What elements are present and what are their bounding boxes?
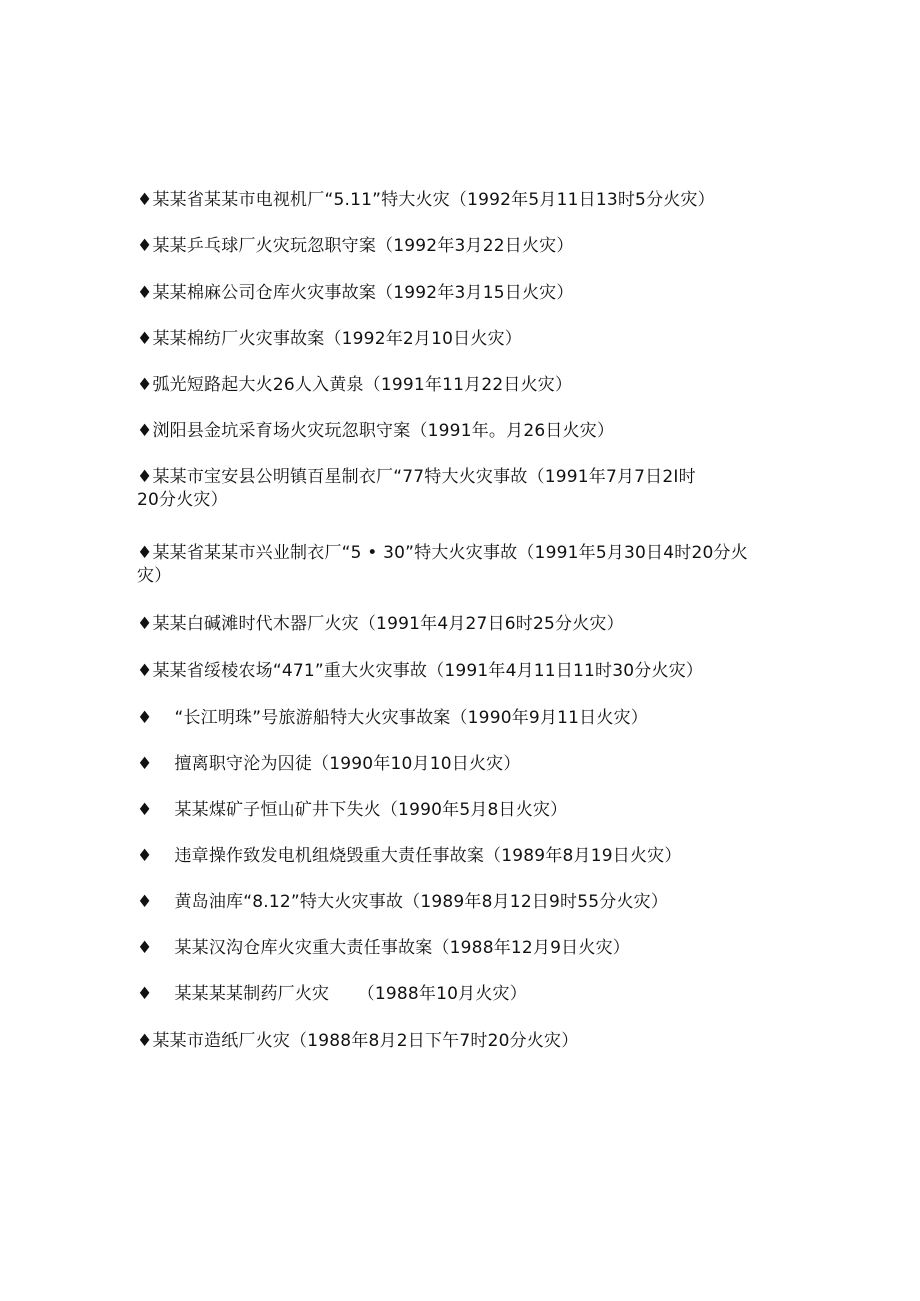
diamond-bullet-icon: ♦ — [137, 754, 153, 774]
entry-text: 某某棉麻公司仓库火灾事故案（1992年3月15日火灾） — [152, 283, 574, 303]
entry-text: 某某某某制药厂火灾 （1988年10月火灾） — [174, 984, 527, 1004]
diamond-bullet-icon: ♦ — [137, 614, 153, 634]
entry-text: 弧光短路起大火26人入黄泉（1991年11月22日火灾） — [152, 375, 573, 395]
diamond-bullet-icon: ♦ — [137, 375, 153, 395]
diamond-bullet-icon: ♦ — [137, 467, 153, 487]
list-item — [137, 753, 521, 776]
entry-text: 某某省绥棱农场“471”重大火灾事故（1991年4月11日11时30分火灾） — [152, 661, 704, 681]
list-item — [137, 891, 668, 914]
entry-text: 某某煤矿子恒山矿井下失火（1990年5月8日火灾） — [174, 800, 568, 820]
list-item — [137, 420, 614, 443]
entry-text: 某某省某某市电视机厂“5.11”特大火灾（1992年5月11日13时5分火灾） — [152, 190, 715, 210]
entry-text: 某某乒乓球厂火灾玩忽职守案（1992年3月22日火灾） — [152, 236, 574, 256]
list-item — [137, 660, 703, 683]
diamond-bullet-icon: ♦ — [137, 892, 153, 912]
list-item — [137, 328, 522, 351]
list-item — [137, 1030, 578, 1053]
diamond-bullet-icon: ♦ — [137, 543, 153, 563]
entry-text: 浏阳县金坑采育场火灾玩忽职守案（1991年。月26日火灾） — [152, 421, 615, 441]
diamond-bullet-icon: ♦ — [137, 421, 153, 441]
list-item — [137, 983, 527, 1006]
list-item — [137, 235, 574, 258]
diamond-bullet-icon: ♦ — [137, 708, 153, 728]
list-item — [137, 937, 630, 960]
entry-text: 某某棉纺厂火灾事故案（1992年2月10日火灾） — [152, 329, 522, 349]
entry-text: 某某白碱滩时代木器厂火灾（1991年4月27日6时25分火灾） — [152, 614, 624, 634]
diamond-bullet-icon: ♦ — [137, 938, 153, 958]
list-item — [137, 542, 748, 588]
entry-text: 违章操作致发电机组烧毁重大责任事故案（1989年8月19日火灾） — [174, 846, 682, 866]
list-item — [137, 845, 682, 868]
diamond-bullet-icon: ♦ — [137, 1031, 153, 1051]
diamond-bullet-icon: ♦ — [137, 800, 153, 820]
list-item — [137, 799, 567, 822]
list-item — [137, 613, 624, 636]
diamond-bullet-icon: ♦ — [137, 661, 153, 681]
diamond-bullet-icon: ♦ — [137, 190, 153, 210]
diamond-bullet-icon: ♦ — [137, 329, 153, 349]
entry-text: 某某汉沟仓库火灾重大责任事故案（1988年12月9日火灾） — [174, 938, 630, 958]
entry-text: 黄岛油库“8.12”特大火灾事故（1989年8月12日9时55分火灾） — [174, 892, 669, 912]
entry-text-continued: 20分火灾） — [137, 490, 228, 510]
list-item — [137, 189, 715, 212]
diamond-bullet-icon: ♦ — [137, 283, 153, 303]
list-item — [137, 707, 648, 730]
diamond-bullet-icon: ♦ — [137, 236, 153, 256]
list-item — [137, 374, 572, 397]
list-item — [137, 466, 696, 512]
list-item — [137, 282, 574, 305]
entry-text: 某某市宝安县公明镇百星制衣厂“77特大火灾事故（1991年7月7日2I时 — [152, 467, 696, 487]
entry-text: 某某省某某市兴业制衣厂“5 • 30”特大火灾事故（1991年5月30日4时20分火 — [152, 543, 748, 563]
entry-text: 某某市造纸厂火灾（1988年8月2日下午7时20分火灾） — [152, 1031, 579, 1051]
entry-text-continued: 灾） — [137, 566, 172, 586]
diamond-bullet-icon: ♦ — [137, 846, 153, 866]
entry-text: “长江明珠”号旅游船特大火灾事故案（1990年9月11日火灾） — [174, 708, 648, 728]
diamond-bullet-icon: ♦ — [137, 984, 153, 1004]
entry-text: 擅离职守沦为囚徒（1990年10月10日火灾） — [174, 754, 521, 774]
